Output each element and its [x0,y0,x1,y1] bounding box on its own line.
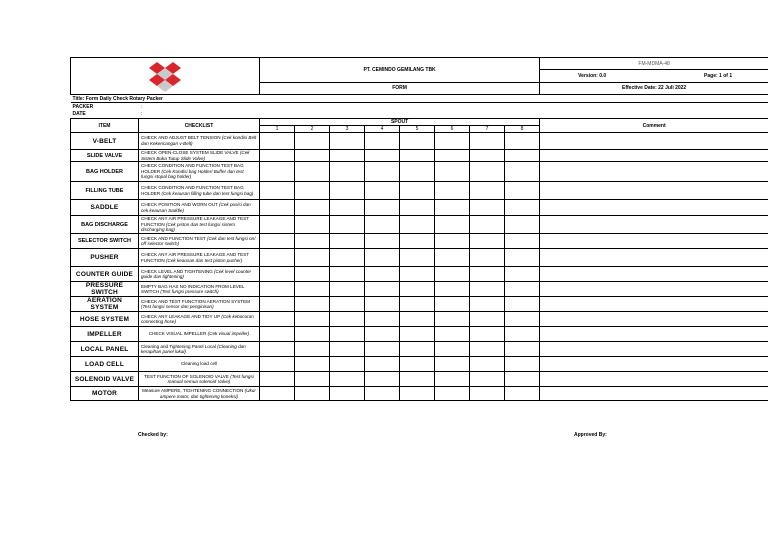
spout-1-cell[interactable] [260,150,295,162]
spout-5-cell[interactable] [400,182,435,200]
checklist-note: (Cek posisi dan cek keausan Saddle) [141,202,251,213]
spout-5-cell[interactable] [400,357,435,372]
spout-7-cell[interactable] [470,234,505,249]
spout-8-cell[interactable] [505,150,540,162]
spout-7-cell[interactable] [470,312,505,327]
spout-3-cell[interactable] [330,162,365,182]
approved-by: Approved By: [574,432,607,438]
checklist-instruction: CHECK OPEN-CLOSE SYSTEM SLIDE VALVE [141,150,239,155]
effective-date: Effective Date: 22 Juli 2022 [540,82,768,94]
comment-cell[interactable] [540,342,768,357]
comment-cell[interactable] [540,216,768,234]
spout-7-cell[interactable] [470,200,505,216]
spout-2-cell[interactable] [295,216,330,234]
checklist-note: (Cleaning dan kerapihan panel lokal) [141,343,246,355]
spout-4-cell[interactable] [365,216,400,234]
checklist-note: (Test fungsi pressure switch) [160,289,219,295]
spout-2-cell[interactable] [295,234,330,249]
spout-4-cell[interactable] [365,342,400,357]
packer-label: PACKER [72,103,94,110]
checklist-note: (Cek kebocoran connecting hose) [141,313,254,325]
spout-7-cell[interactable] [470,216,505,234]
spout-6-cell[interactable] [435,357,470,372]
spout-number: 4 [365,126,400,133]
checklist-text [139,342,260,357]
checklist-note: (Cek piston dan test fungsi sistem discharging bag) [141,221,235,233]
checklist-header: CHECKLIST [139,119,260,133]
spout-3-cell[interactable] [330,216,365,234]
checklist-row [71,234,768,249]
comment-cell[interactable] [540,372,768,387]
spout-7-cell[interactable] [470,267,505,282]
spout-number: 8 [505,126,540,133]
spout-6-cell[interactable] [435,342,470,357]
spout-8-cell[interactable] [505,327,540,342]
spout-1-cell[interactable] [260,282,295,297]
spout-6-cell[interactable] [435,327,470,342]
spout-6-cell[interactable] [435,216,470,234]
checklist-text [139,357,260,372]
spout-5-cell[interactable] [400,342,435,357]
spout-4-cell[interactable] [365,234,400,249]
item-name: PRESSURE SWITCH [71,282,139,297]
spout-7-cell[interactable] [470,357,505,372]
spout-8-cell[interactable] [505,372,540,387]
spout-1-cell[interactable] [260,234,295,249]
comment-cell[interactable] [540,249,768,267]
checklist-instruction: CHECK ANY AIR PRESSURE LEAKAGE AND TEST FUNCTION [141,216,249,227]
spout-2-cell[interactable] [295,200,330,216]
spout-7-cell[interactable] [470,282,505,297]
spout-4-cell[interactable] [365,372,400,387]
spout-8-cell[interactable] [505,282,540,297]
item-name: V-BELT [71,133,139,150]
checklist-row [71,387,768,401]
logo-cell [71,58,260,95]
checklist-text [139,267,260,282]
spout-6-cell[interactable] [435,297,470,312]
checklist-text [139,200,260,216]
checklist-note: (Cek kondisi Belt dan Kekencangan v-Belt) [141,135,257,146]
item-name: SOLENOID VALVE [71,372,139,387]
spout-4-cell[interactable] [365,312,400,327]
spout-4-cell[interactable] [365,133,400,150]
spout-1-cell[interactable] [260,200,295,216]
spout-2-cell[interactable] [295,327,330,342]
checklist-text [139,327,260,342]
item-name: SLIDE VALVE [71,150,139,162]
spout-3-cell[interactable] [330,357,365,372]
spout-5-cell[interactable] [400,234,435,249]
checklist-text [139,282,260,297]
checklist-instruction: CHECK ANY AIR PRESSURE LEAKAGE AND TEST FUNCTION [141,252,249,263]
checklist-row [71,327,768,342]
spout-3-cell[interactable] [330,327,365,342]
daily-check-form [70,57,768,438]
spout-4-cell[interactable] [365,327,400,342]
spout-8-cell[interactable] [505,182,540,200]
spout-number: 7 [470,126,505,133]
form-title: Title: Form Daily Check Rotary Packer [71,95,768,103]
spout-1-cell[interactable] [260,297,295,312]
checklist-text [139,133,260,150]
spout-1-cell[interactable] [260,327,295,342]
checklist-row [71,267,768,282]
comment-cell[interactable] [540,133,768,150]
spout-4-cell[interactable] [365,297,400,312]
spout-6-cell[interactable] [435,267,470,282]
spout-8-cell[interactable] [505,133,540,150]
spout-6-cell[interactable] [435,200,470,216]
comment-cell[interactable] [540,297,768,312]
comment-cell[interactable] [540,150,768,162]
checklist-instruction: CHECK AND TEST FUNCTION AERATION SYSTEM [141,298,250,304]
spout-4-cell[interactable] [365,162,400,182]
spout-3-cell[interactable] [330,312,365,327]
spout-1-cell[interactable] [260,162,295,182]
spout-7-cell[interactable] [470,387,505,401]
checklist-note: (Test fungsi manual semua solenoid Valve) [167,373,254,385]
spout-4-cell[interactable] [365,282,400,297]
spout-number: 1 [260,126,295,133]
spout-4-cell[interactable] [365,200,400,216]
packer-value: : [140,103,142,110]
checklist-row [71,200,768,216]
spout-1-cell[interactable] [260,342,295,357]
checklist-text [139,182,260,200]
checklist-instruction: CHECK CONDITION AND FUNCTION TEST BAG HOLDER [141,163,244,174]
spout-6-cell[interactable] [435,150,470,162]
doc-number: FM-MDMA-48 [540,58,768,70]
comment-cell[interactable] [540,200,768,216]
spout-2-cell[interactable] [295,267,330,282]
item-name: COUNTER GUIDE [71,267,139,282]
spout-number: 5 [400,126,435,133]
spout-5-cell[interactable] [400,297,435,312]
spout-4-cell[interactable] [365,267,400,282]
spout-6-cell[interactable] [435,312,470,327]
spout-5-cell[interactable] [400,282,435,297]
spout-number: 6 [435,126,470,133]
spout-4-cell[interactable] [365,182,400,200]
checklist-row [71,182,768,200]
checklist-text [139,372,260,387]
spout-2-cell[interactable] [295,282,330,297]
version: Version: 0.0 [578,72,607,79]
spout-7-cell[interactable] [470,372,505,387]
spout-number: 3 [330,126,365,133]
spout-6-cell[interactable] [435,133,470,150]
spout-7-cell[interactable] [470,327,505,342]
spout-2-cell[interactable] [295,133,330,150]
checklist-instruction: Cleaning and Tightening Panel Local [141,343,216,349]
comment-cell[interactable] [540,357,768,372]
spout-3-cell[interactable] [330,133,365,150]
form-label: FORM [260,82,540,94]
spout-1-cell[interactable] [260,312,295,327]
spout-5-cell[interactable] [400,312,435,327]
spout-3-cell[interactable] [330,200,365,216]
spout-3-cell[interactable] [330,234,365,249]
checked-by: Checked by: [138,432,168,438]
spout-3-cell[interactable] [330,182,365,200]
checklist-row [71,282,768,297]
form-table [70,57,768,401]
spout-5-cell[interactable] [400,327,435,342]
spout-5-cell[interactable] [400,216,435,234]
checklist-text [139,312,260,327]
spout-1-cell[interactable] [260,372,295,387]
comment-cell[interactable] [540,182,768,200]
company-logo [135,58,195,94]
spout-3-cell[interactable] [330,297,365,312]
date-value: : [140,111,142,118]
checklist-note: (Cek Kondisi bag Holder/ Buffer dan test fungsi stopal bag holder) [141,168,244,180]
spout-4-cell[interactable] [365,357,400,372]
spout-8-cell[interactable] [505,312,540,327]
checklist-note: (Cek Sistem Buka Tutup Slide Valve) [141,150,250,161]
page-number: Page: 1 of 1 [704,72,733,79]
checklist-instruction: CHECK VISUAL IMPELLER [148,331,207,337]
checklist-instruction: CHECK LEVEL AND TIGHTENING [141,268,213,274]
spout-7-cell[interactable] [470,297,505,312]
checklist-note: (Test fungsi sensor dan penginisan) [141,304,214,310]
checklist-instruction: CHECK AND FUNCTION TEST [141,235,206,241]
spout-8-cell[interactable] [505,162,540,182]
item-name: SADDLE [71,200,139,216]
spout-4-cell[interactable] [365,150,400,162]
checklist-note: (Ukur ampere motor, dan tightening koneksi) [159,388,256,399]
spout-4-cell[interactable] [365,249,400,267]
checklist-row [71,216,768,234]
spout-6-cell[interactable] [435,282,470,297]
checklist-text [139,162,260,182]
spout-7-cell[interactable] [470,342,505,357]
item-name: SELECTOR SWITCH [71,234,139,249]
spout-6-cell[interactable] [435,234,470,249]
checklist-row [71,372,768,387]
checklist-row [71,357,768,372]
checklist-rows [71,133,768,401]
spout-7-cell[interactable] [470,182,505,200]
comment-cell[interactable] [540,387,768,401]
checklist-row [71,133,768,150]
spout-8-cell[interactable] [505,216,540,234]
spout-1-cell[interactable] [260,133,295,150]
comment-cell[interactable] [540,282,768,297]
spout-1-cell[interactable] [260,216,295,234]
spout-3-cell[interactable] [330,342,365,357]
spout-4-cell[interactable] [365,387,400,401]
spout-7-cell[interactable] [470,133,505,150]
spout-6-cell[interactable] [435,162,470,182]
checklist-instruction: CHECK ANY LEAKAGE AND TIDY UP [141,313,221,319]
spout-8-cell[interactable] [505,357,540,372]
spout-8-cell[interactable] [505,249,540,267]
spout-2-cell[interactable] [295,297,330,312]
checklist-instruction: CHECK AND ADJUST BELT TENSION [141,135,221,141]
spout-5-cell[interactable] [400,249,435,267]
spout-8-cell[interactable] [505,234,540,249]
item-name: PUSHER [71,249,139,267]
checklist-instruction: Measure AMPERE, TIGHTENING CONNECTION [142,388,244,394]
spout-5-cell[interactable] [400,372,435,387]
spout-1-cell[interactable] [260,387,295,401]
checklist-note: (Cek visual impeller) [207,331,250,337]
checklist-note: (Cek level counter guide dan tightening) [141,268,252,280]
checklist-instruction: CHECK POSITION AND WORN OUT [141,202,218,208]
spout-2-cell[interactable] [295,387,330,401]
spout-1-cell[interactable] [260,182,295,200]
spout-header: SPOUT [260,119,540,126]
comment-cell[interactable] [540,234,768,249]
checklist-instruction: CHECK CONDITION AND FUNCTION TEST BAG HOLDER [141,185,244,196]
checklist-text [139,150,260,162]
spout-5-cell[interactable] [400,150,435,162]
spout-7-cell[interactable] [470,249,505,267]
spout-8-cell[interactable] [505,267,540,282]
spout-8-cell[interactable] [505,200,540,216]
spout-8-cell[interactable] [505,387,540,401]
date-label: DATE [72,111,86,118]
spout-7-cell[interactable] [470,162,505,182]
spout-number: 2 [295,126,330,133]
version-page [540,70,768,82]
spout-5-cell[interactable] [400,133,435,150]
checklist-note: (Cek keausan filling tube dan test fungsi bag) [161,190,254,196]
comment-cell[interactable] [540,312,768,327]
spout-2-cell[interactable] [295,357,330,372]
checklist-text [139,249,260,267]
checklist-row [71,162,768,182]
spout-1-cell[interactable] [260,267,295,282]
spout-2-cell[interactable] [295,150,330,162]
spout-2-cell[interactable] [295,162,330,182]
spout-3-cell[interactable] [330,372,365,387]
comment-cell[interactable] [540,267,768,282]
checklist-row [71,312,768,327]
spout-5-cell[interactable] [400,162,435,182]
checklist-text [139,216,260,234]
item-name: AERATION SYSTEM [71,297,139,312]
checklist-text [139,234,260,249]
item-header: ITEM [71,119,139,133]
company-name: PT. CEMINDO GEMILANG TBK [260,58,540,83]
spout-6-cell[interactable] [435,372,470,387]
spout-3-cell[interactable] [330,267,365,282]
checklist-text [139,297,260,312]
spout-2-cell[interactable] [295,342,330,357]
item-name: MOTOR [71,387,139,401]
item-name: IMPELLER [71,327,139,342]
spout-3-cell[interactable] [330,150,365,162]
spout-3-cell[interactable] [330,249,365,267]
spout-2-cell[interactable] [295,372,330,387]
spout-6-cell[interactable] [435,387,470,401]
spout-5-cell[interactable] [400,387,435,401]
item-name: LOAD CELL [71,357,139,372]
comment-header: Comment [540,119,768,133]
checklist-row [71,297,768,312]
checklist-instruction: Cleaning load cell [180,361,218,367]
checklist-row [71,249,768,267]
item-name: LOCAL PANEL [71,342,139,357]
spout-7-cell[interactable] [470,150,505,162]
item-name: HOSE SYSTEM [71,312,139,327]
spout-3-cell[interactable] [330,387,365,401]
spout-5-cell[interactable] [400,200,435,216]
spout-3-cell[interactable] [330,282,365,297]
comment-cell[interactable] [540,327,768,342]
checklist-row [71,342,768,357]
comment-cell[interactable] [540,162,768,182]
spout-2-cell[interactable] [295,249,330,267]
spout-5-cell[interactable] [400,267,435,282]
spout-6-cell[interactable] [435,249,470,267]
checklist-text [139,387,260,401]
spout-1-cell[interactable] [260,249,295,267]
item-name: FILLING TUBE [71,182,139,200]
spout-1-cell[interactable] [260,357,295,372]
spout-8-cell[interactable] [505,342,540,357]
spout-2-cell[interactable] [295,182,330,200]
item-name: BAG DISCHARGE [71,216,139,234]
checklist-note: (Cek keausan dan test piston pusher) [166,257,243,263]
spout-2-cell[interactable] [295,312,330,327]
checklist-instruction: EMPTY BAG HAS NO INDICATION FROM LEVEL SWITCH [141,283,245,295]
item-name: BAG HOLDER [71,162,139,182]
checklist-instruction: TEST FUNCTION OF SOLENOID VALVE [144,373,229,379]
spout-8-cell[interactable] [505,297,540,312]
checklist-note: (Cek dan test fungsi on/ off selector switch) [141,235,256,247]
spout-6-cell[interactable] [435,182,470,200]
checklist-row [71,150,768,162]
